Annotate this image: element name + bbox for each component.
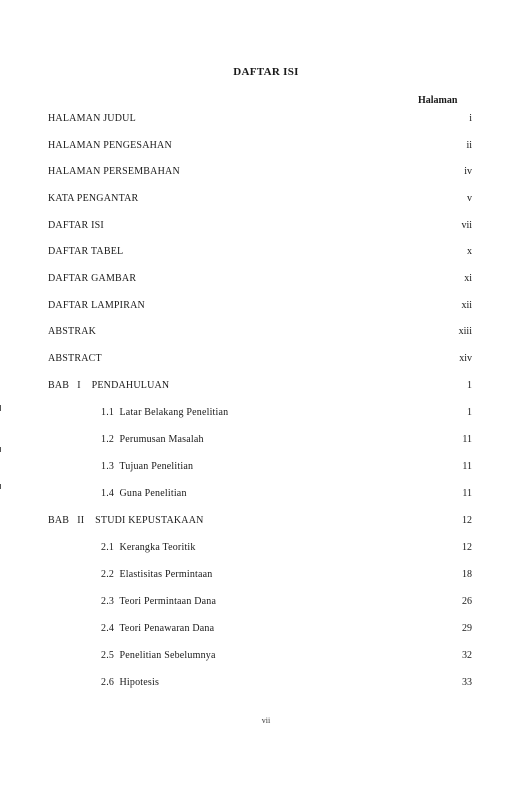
- toc-entry: [0, 434, 532, 448]
- toc-entry-label: DAFTAR ISI: [48, 220, 104, 231]
- toc-entry-page: 32: [462, 650, 472, 661]
- toc-entry: [0, 623, 532, 637]
- toc-entry-page: x: [467, 246, 472, 257]
- toc-entry-label: 2.2 Elastisitas Permintaan: [101, 569, 213, 580]
- toc-entry-label: BAB I PENDAHULUAN: [48, 380, 170, 391]
- toc-entry-label: DAFTAR LAMPIRAN: [48, 300, 145, 311]
- toc-entry-page: iv: [464, 166, 472, 177]
- scan-mark: [0, 405, 1, 411]
- toc-entry-label: BAB II STUDI KEPUSTAKAAN: [48, 515, 204, 526]
- toc-entry: [0, 380, 532, 394]
- toc-entry-label: 2.5 Penelitian Sebelumnya: [101, 650, 216, 661]
- toc-entry-label: 1.3 Tujuan Penelitian: [101, 461, 194, 472]
- toc-entry: [0, 140, 532, 154]
- toc-entry-label: HALAMAN PENGESAHAN: [48, 140, 172, 151]
- toc-entry: [0, 353, 532, 367]
- toc-entry-label: 2.6 Hipotesis: [101, 677, 160, 688]
- toc-entry-page: 12: [462, 542, 472, 553]
- toc-entry-label: DAFTAR GAMBAR: [48, 273, 137, 284]
- toc-entry: [0, 166, 532, 180]
- toc-entry: [0, 193, 532, 207]
- toc-entry-page: vii: [461, 220, 472, 231]
- toc-entry-label: 2.4 Teori Penawaran Dana: [101, 623, 215, 634]
- toc-entry-page: 18: [462, 569, 472, 580]
- toc-entry-page: xii: [461, 300, 472, 311]
- toc-entry-page: xi: [464, 273, 472, 284]
- toc-entry: [0, 569, 532, 583]
- toc-entry-page: 1: [467, 407, 472, 418]
- scan-mark: [0, 447, 1, 452]
- page-number-footer: vii: [261, 716, 271, 725]
- toc-entry-page: 11: [462, 488, 472, 499]
- toc-entry-label: 1.2 Perumusan Masalah: [101, 434, 204, 445]
- toc-entry: [0, 596, 532, 610]
- toc-entry-page: xiv: [459, 353, 472, 364]
- toc-entry: [0, 488, 532, 502]
- toc-entry-label: ABSTRACT: [48, 353, 102, 364]
- toc-entry-page: 29: [462, 623, 472, 634]
- toc-entry-label: DAFTAR TABEL: [48, 246, 124, 257]
- toc-entry-page: 26: [462, 596, 472, 607]
- toc-entry: [0, 650, 532, 664]
- toc-entry: [0, 461, 532, 475]
- toc-entry: [0, 326, 532, 340]
- toc-entry-page: 11: [462, 461, 472, 472]
- toc-entry-label: ABSTRAK: [48, 326, 97, 337]
- toc-entry-page: 12: [462, 515, 472, 526]
- toc-entry: [0, 246, 532, 260]
- toc-entry: [0, 542, 532, 556]
- toc-entry: [0, 677, 532, 691]
- toc-entry: [0, 407, 532, 421]
- toc-entry-page: ii: [466, 140, 472, 151]
- toc-entry-page: 1: [467, 380, 472, 391]
- toc-entry-label: 2.3 Teori Permintaan Dana: [101, 596, 217, 607]
- toc-entry: [0, 515, 532, 529]
- toc-entry-page: 11: [462, 434, 472, 445]
- toc-entry: [0, 273, 532, 287]
- toc-entry-label: 1.1 Latar Belakang Penelitian: [101, 407, 229, 418]
- toc-entry-page: 33: [462, 677, 472, 688]
- scan-mark: [0, 484, 1, 489]
- toc-entry-label: 1.4 Guna Penelitian: [101, 488, 187, 499]
- toc-entry: [0, 113, 532, 127]
- toc-entry-label: HALAMAN PERSEMBAHAN: [48, 166, 180, 177]
- toc-entry-label: 2.1 Kerangka Teoritik: [101, 542, 196, 553]
- toc-entry-label: KATA PENGANTAR: [48, 193, 139, 204]
- page-title: DAFTAR ISI: [233, 66, 299, 78]
- toc-entry: [0, 300, 532, 314]
- toc-entry-label: HALAMAN JUDUL: [48, 113, 136, 124]
- toc-entry: [0, 220, 532, 234]
- toc-entry-page: v: [467, 193, 472, 204]
- toc-entry-page: i: [469, 113, 472, 124]
- toc-entry-page: xiii: [458, 326, 472, 337]
- halaman-column-header: Halaman: [418, 95, 458, 106]
